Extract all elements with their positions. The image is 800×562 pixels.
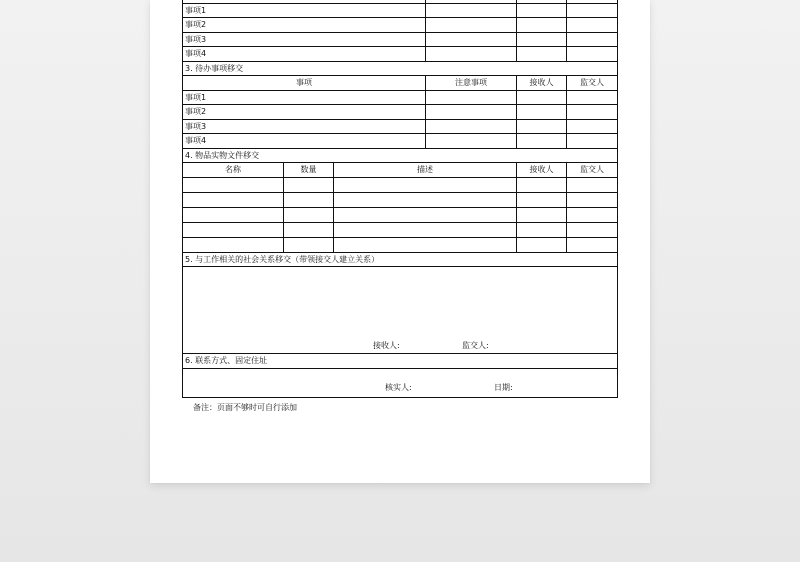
table-row bbox=[183, 222, 618, 237]
col-header-receiver: 接收人 bbox=[517, 76, 567, 91]
receiver-cell[interactable] bbox=[517, 90, 567, 105]
col-header-supervisor: 监交人 bbox=[567, 163, 618, 178]
supervisor-cell[interactable] bbox=[567, 177, 618, 192]
section-6-title: 6. 联系方式、固定住址 bbox=[183, 354, 618, 369]
footnote: 备注：页面不够时可自行添加 bbox=[193, 403, 297, 412]
table-row bbox=[183, 207, 618, 222]
contact-area[interactable] bbox=[183, 368, 618, 397]
notes-cell[interactable] bbox=[426, 134, 517, 149]
section-4-title: 4. 物品实物文件移交 bbox=[183, 148, 618, 163]
supervisor-cell[interactable] bbox=[567, 3, 618, 18]
table-row bbox=[183, 105, 618, 120]
notes-cell[interactable] bbox=[426, 90, 517, 105]
receiver-label: 接收人: bbox=[373, 341, 400, 350]
section-header-row bbox=[183, 61, 618, 76]
quantity-cell[interactable] bbox=[284, 192, 334, 207]
col-header-supervisor: 监交人 bbox=[567, 76, 618, 91]
table-row bbox=[183, 192, 618, 207]
item-cell: 事项3 bbox=[183, 32, 426, 47]
section-header-row bbox=[183, 148, 618, 163]
receiver-cell[interactable] bbox=[517, 47, 567, 62]
description-cell[interactable] bbox=[334, 177, 517, 192]
notes-cell[interactable] bbox=[426, 18, 517, 33]
name-cell[interactable] bbox=[183, 222, 284, 237]
notes-cell[interactable] bbox=[426, 47, 517, 62]
table-row bbox=[183, 90, 618, 105]
section-3-title: 3. 待办事项移交 bbox=[183, 61, 618, 76]
receiver-cell[interactable] bbox=[517, 192, 567, 207]
item-cell: 事项2 bbox=[183, 105, 426, 120]
table-row bbox=[183, 237, 618, 252]
description-cell[interactable] bbox=[334, 192, 517, 207]
relations-box-row bbox=[183, 267, 618, 354]
verifier-label: 核实人: bbox=[385, 382, 412, 392]
receiver-cell[interactable] bbox=[517, 32, 567, 47]
section-5-title: 5. 与工作相关的社会关系移交（带领接交人建立关系） bbox=[183, 252, 618, 267]
notes-cell[interactable] bbox=[426, 119, 517, 134]
item-cell: 事项1 bbox=[183, 90, 426, 105]
quantity-cell[interactable] bbox=[284, 222, 334, 237]
receiver-cell[interactable] bbox=[517, 134, 567, 149]
item-cell: 事项4 bbox=[183, 134, 426, 149]
name-cell[interactable] bbox=[183, 192, 284, 207]
relations-area[interactable] bbox=[183, 267, 618, 354]
supervisor-label: 监交人: bbox=[462, 341, 489, 350]
table-row bbox=[183, 177, 618, 192]
notes-cell[interactable] bbox=[426, 3, 517, 18]
receiver-cell[interactable] bbox=[517, 207, 567, 222]
col-header-quantity: 数量 bbox=[284, 163, 334, 178]
table-row bbox=[183, 3, 618, 18]
supervisor-cell[interactable] bbox=[567, 105, 618, 120]
table-row bbox=[183, 134, 618, 149]
quantity-cell[interactable] bbox=[284, 207, 334, 222]
supervisor-cell[interactable] bbox=[567, 134, 618, 149]
col-header-name: 名称 bbox=[183, 163, 284, 178]
table-row bbox=[183, 32, 618, 47]
name-cell[interactable] bbox=[183, 237, 284, 252]
column-header-row bbox=[183, 163, 618, 178]
section-header-row bbox=[183, 354, 618, 369]
item-cell: 事项4 bbox=[183, 47, 426, 62]
supervisor-cell[interactable] bbox=[567, 18, 618, 33]
receiver-cell[interactable] bbox=[517, 105, 567, 120]
receiver-cell[interactable] bbox=[517, 119, 567, 134]
handover-form-table bbox=[182, 0, 618, 398]
receiver-cell[interactable] bbox=[517, 3, 567, 18]
description-cell[interactable] bbox=[334, 207, 517, 222]
notes-cell[interactable] bbox=[426, 32, 517, 47]
supervisor-cell[interactable] bbox=[567, 207, 618, 222]
table-row bbox=[183, 47, 618, 62]
name-cell[interactable] bbox=[183, 177, 284, 192]
column-header-row bbox=[183, 76, 618, 91]
supervisor-cell[interactable] bbox=[567, 90, 618, 105]
col-header-description: 描述 bbox=[334, 163, 517, 178]
receiver-cell[interactable] bbox=[517, 18, 567, 33]
supervisor-cell[interactable] bbox=[567, 237, 618, 252]
col-header-receiver: 接收人 bbox=[517, 163, 567, 178]
col-header-notes: 注意事项 bbox=[426, 76, 517, 91]
contact-box-row bbox=[183, 368, 618, 397]
description-cell[interactable] bbox=[334, 222, 517, 237]
receiver-cell[interactable] bbox=[517, 177, 567, 192]
col-header-item: 事项 bbox=[183, 76, 426, 91]
notes-cell[interactable] bbox=[426, 105, 517, 120]
item-cell: 事项3 bbox=[183, 119, 426, 134]
supervisor-cell[interactable] bbox=[567, 192, 618, 207]
table-row bbox=[183, 119, 618, 134]
date-label: 日期: bbox=[494, 382, 513, 392]
section-header-row bbox=[183, 252, 618, 267]
quantity-cell[interactable] bbox=[284, 177, 334, 192]
item-cell: 事项2 bbox=[183, 18, 426, 33]
quantity-cell[interactable] bbox=[284, 237, 334, 252]
supervisor-cell[interactable] bbox=[567, 222, 618, 237]
supervisor-cell[interactable] bbox=[567, 47, 618, 62]
supervisor-cell[interactable] bbox=[567, 32, 618, 47]
table-row bbox=[183, 18, 618, 33]
supervisor-cell[interactable] bbox=[567, 119, 618, 134]
name-cell[interactable] bbox=[183, 207, 284, 222]
receiver-cell[interactable] bbox=[517, 237, 567, 252]
receiver-cell[interactable] bbox=[517, 222, 567, 237]
item-cell: 事项1 bbox=[183, 3, 426, 18]
description-cell[interactable] bbox=[334, 237, 517, 252]
